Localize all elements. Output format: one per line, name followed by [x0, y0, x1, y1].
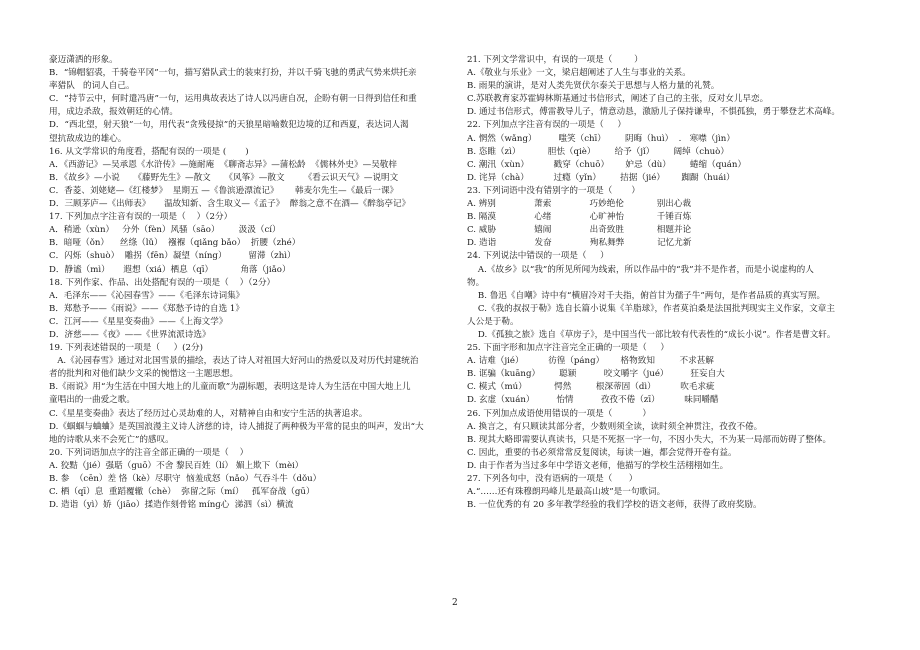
text-line: A. 辨别 萧索 巧妙绝伦 别出心裁 — [467, 199, 692, 210]
text-line: 者的批判和对他们缺少文采的惋惜这一主题思想。 — [49, 369, 239, 380]
text-line: B．《故乡》—小说 《藤野先生》—散文 《风筝》—散文 《看云识天气》—说明文 — [49, 172, 399, 183]
text-line: C. 栖（qī）息 重蹈覆辙（chè） 弥留之际（mí） 孤军奋战（gū） — [49, 487, 315, 498]
text-line: B. 恣睢（zì） 胆怯（qiè） 给予（jǐ） 阔绰（chuò） — [467, 146, 729, 157]
text-line: 童唱出的一曲爱之歌。 — [49, 395, 135, 406]
text-line: A．毛泽东——《沁园春雪》——《毛泽东诗词集》 — [49, 290, 245, 301]
text-line: 23. 下列词语中没有错别字的一项是（ ） — [467, 185, 641, 196]
text-line: C. 模式（mú） 愕然 根深蒂固（dì） 吹毛求疵 — [467, 382, 715, 393]
text-line: A. 换言之，有只顾读其部分者，少数则须全读，读时须全神贯注，孜孜不倦。 — [467, 421, 763, 432]
text-line: 率猎队 的词人自己。 — [49, 81, 135, 92]
text-line: D. 造诣（yì）娇（jiāo）揉造作刻骨铭 mínɡ心 涕泗（sì）横流 — [49, 500, 294, 511]
text-line: C. 因此，重要的书必须常常反复阅读，每读一遍，都会觉得开卷有益。 — [467, 447, 737, 458]
text-line: B．暗哑（ǒn） 丝绦（lǔ） 襁褓（qiǎng bǎo） 折腰（zhé） — [49, 238, 301, 249]
text-line: 22. 下列加点字注音有误的一项是（ ） — [467, 120, 626, 131]
text-line: 用，成边杀敌，报效朝廷的心情。 — [49, 107, 178, 118]
text-line: A.《沁园春雪》通过对北国雪景的描绘，表达了诗人对祖国大好河山的热爱以及对历代封建统治 — [49, 356, 419, 367]
text-line: B.《雨说》用“为生活在中国大地上的儿童而歌”为副标题，表明这是诗人为生活在中国大地上儿 — [49, 382, 411, 393]
right-column — [467, 54, 877, 512]
text-line: 地的诗歌从来不会死亡”的感叹。 — [49, 434, 174, 445]
text-line: B. 参 （cēn）差 恪（kè）尽职守 恼羞成怒（nǎo）气吞斗牛（dǒu） — [49, 474, 322, 484]
text-line: 21. 下列文学常识中，有误的一项是（ ） — [467, 55, 643, 65]
text-line: A. 诘难（jié） 彷徨（páng） 格物致知 不求甚解 — [467, 356, 714, 367]
text-line: D. 通过书信形式，傅雷教导儿子，情意动恳，激励儿子保持谦卑，不惧孤独，勇于攀登艺术高峰。 — [467, 107, 840, 118]
text-line: A．稍逊（xùn） 分外（fèn）风骚（sāo） 汲汲（cí） — [49, 225, 281, 236]
text-line: 人公是于勒。 — [467, 316, 519, 327]
text-line: B. 一位优秀的有 20 多年教学经验的我们学校的语文老师，获得了政府奖励。 — [467, 500, 762, 511]
text-line: D. 造诣 发奋 殉私舞弊 记忆尤新 — [467, 238, 692, 249]
text-line: D. 玄虚（xuán） 怡情 孜孜不倦（zī） 味同嚼醋 — [467, 395, 719, 406]
text-line: B. 鲁迅《自嘲》诗中有“横眉冷对千夫指，俯首甘为孺子牛”两句，是作者品质的真实写照。 — [467, 290, 826, 301]
text-line: A. 惘然（wǎng） 嗤笑（chī） 阴晦（huì） . 寒噤（jìn） — [467, 133, 735, 144]
text-line: 18. 下列作家、作品、出处搭配有误的一项是（ ）（2分） — [49, 277, 276, 288]
text-line: 20. 下列词语加点字的注音全部正确的一项是（ ） — [49, 447, 249, 458]
text-line: C．香菱、刘姥姥—《红楼梦》 星期五 —《鲁滨逊漂流记》 韩麦尔先生—《最后一课》 — [49, 185, 399, 196]
text-line: C. 潮汛（xùn） 戳穿（chuō） 妒忌（dù） 蜷缩（quán） — [467, 159, 747, 170]
text-line: D．济慈——《夜》——《世界流派诗选》 — [49, 329, 211, 340]
text-line: D.《蝈蝈与蛐蛐》是英国浪漫主义诗人济慈的诗，诗人捕捉了两种极为平常的昆虫的叫声，发出“大 — [49, 421, 424, 432]
text-line: C.苏联教育家苏霍姆林斯基通过书信形式，阐述了自己的主张，反对女儿早恋。 — [467, 94, 769, 105]
text-line: B．郑愁予——《雨说》——《郑愁予诗的自选 1》 — [49, 303, 244, 314]
text-line: D. 诧异（chà） 过瘾（yǐn） 拮据（jié） 踟蹰（huái） — [467, 172, 735, 183]
text-line: 27. 下列各句中，没有语病的一项是（ ） — [467, 474, 638, 484]
text-line: C．闪烁（shuò） 雕拐（fēn）凝望（níng） 留滞（zhì） — [49, 251, 296, 262]
text-line: A.“……还有珠穆朗玛峰儿是最高山坡”是一句歌词。 — [467, 487, 666, 498]
text-line: 24. 下列说法中错误的一项是（ ） — [467, 251, 609, 262]
text-line: C.《我的叔叔于勒》选自长篇小说集《羊脂球》，作者莫泊桑是法国批判现实主义作家，文章主 — [467, 303, 835, 314]
text-line: D．静谧（mì） 遐想（xiá）栖息（qī） 角落（jiǎo） — [49, 264, 291, 275]
text-line: B. 隔漠 心绪 心旷神怡 千锤百炼 — [467, 212, 692, 223]
text-line: C. 威胁 嬉闹 出奇致胜 相题并论 — [467, 225, 692, 236]
text-line: D．三顾茅庐—《出师表》 温故知新、含生取义—《孟子》 醉翁之意不在酒—《醉翁亭记》 — [49, 199, 411, 210]
text-line: 望抗敌成边的雄心。 — [49, 133, 127, 144]
text-line: A．《西游记》—吴承恩《水浒传》—施耐庵 《聊斋志异》—蒲松龄 《儒林外史》—吴敬梓 — [49, 159, 397, 170]
text-line: C.《星星变奏曲》表达了经历过心灵劫难的人，对精神自由和安宁生活的执著追求。 — [49, 408, 368, 419]
text-line: 17. 下列加点字注音有误的一项是（ ）（2分） — [49, 212, 233, 223]
page-number: 2 — [452, 598, 458, 608]
text-line: B．“锦帽貂裘，千骑卷平冈”一句，描写猎队武士的装束打扮，并以千骑飞驰的勇武气势来烘托亲 — [49, 68, 417, 79]
text-line: 豪迈潇洒的形象。 — [49, 55, 118, 65]
text-line: A.《故乡》以“我”的所见所闻为线索，所以作品中的“我”并不是作者，而是小说虚构的人 — [467, 264, 814, 275]
text-line: 26. 下列加点成语使用错误的一项是（ ） — [467, 408, 651, 419]
text-line: B. 雨果的演讲，是对人类先贤伏尔泰关于思想与人格力量的礼赞。 — [467, 81, 720, 92]
text-line: D. 由于作者为当过多年中学语文老师，他描写的学校生活栩栩如生。 — [467, 460, 729, 471]
text-line: 16. 从文学常识的角度看，搭配有误的一项是 ( ) — [49, 146, 249, 157]
text-line: B. 诓骗（kuāng） 聪颖 咬文嚼字（jué） 狂妄自大 — [467, 369, 725, 380]
text-line: A. 狡黠（jié）强聒（guō）不舍 黎民百姓（lí） 媚上欺下（mèi） — [49, 460, 304, 471]
text-line: 19. 下列表述错误的一项是（ ）(2分) — [49, 343, 203, 354]
text-line: C．“持节云中，何时遣冯唐”一句，运用典故表达了诗人以冯唐自况，企盼有朝一日得到信任和重 — [49, 94, 417, 105]
text-line: 物。 — [467, 277, 485, 288]
text-line: D.《孤独之旅》选自《草房子》，是中国当代一部比较有代表性的“成长小说”。作者是曹文轩。 — [467, 329, 836, 340]
text-line: 25. 下面字形和加点字注音完全正确的一项是（ ） — [467, 343, 669, 354]
text-line: A.《敬业与乐业》一文，梁启超阐述了人生与事业的关系。 — [467, 68, 691, 79]
text-line: C．江河——《星星变奏曲》——《上海文学》 — [49, 316, 228, 327]
text-line: D．“西北望，射天狼”一句，用代表“贪残侵掠”的天狼星暗喻数犯边境的辽和西夏，表达词人渴 — [49, 120, 409, 131]
left-column — [49, 54, 455, 512]
text-line: B. 现其大略即需要认真读书，只是不死抠一字一句，不因小失大，不为某一局部而妨碍了整体。 — [467, 434, 832, 445]
